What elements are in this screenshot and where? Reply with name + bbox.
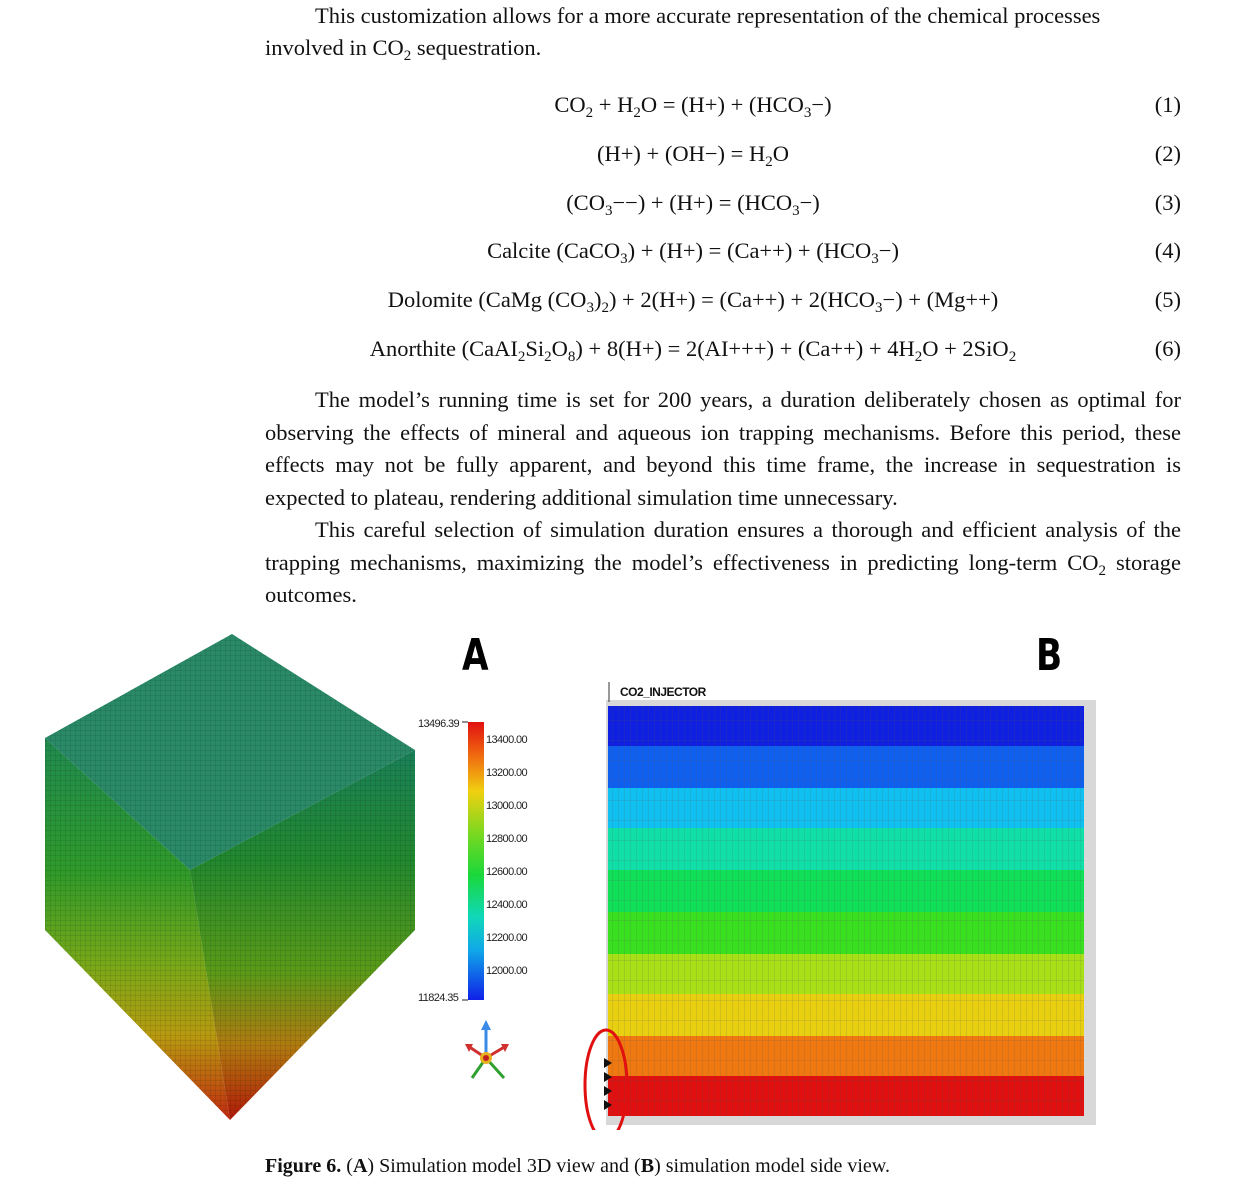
colorbar-tick: 12600.00 (486, 866, 528, 878)
injector-label: CO2_INJECTOR (620, 685, 706, 699)
colorbar-tick: 13400.00 (486, 734, 528, 746)
equation-number: (6) (1154, 336, 1181, 361)
intro-paragraph: This customization allows for a more accurate representation of the chemical processes (315, 3, 1101, 28)
colorbar-tick: 13200.00 (486, 767, 528, 779)
colorbar (460, 720, 490, 1002)
figure-label-a: A (462, 630, 489, 681)
colorbar-tick: 12400.00 (486, 899, 528, 911)
colorbar-tick: 12000.00 (486, 965, 528, 977)
colorbar-tick: 12800.00 (486, 833, 528, 845)
equation-number: (2) (1154, 141, 1181, 166)
colorbar-max: 13496.39 (418, 718, 460, 730)
equation-1: $CO_2 + H_2O = (H+) + (HCO_3-)$ (1) (554, 92, 1181, 121)
equation-number: (1) (1154, 92, 1181, 117)
paragraph-duration: This careful selection of simulation duration ensures a thorough and efficient analysis of the trapping mechanisms, maximizing the model’s effectiveness in predicting long-term $CO_2$ storage outcomes. (265, 517, 1181, 607)
equation-6: Anorthite $(CaAI_2Si_2O_8) + 8(H+) = 2(AI+++) + (Ca++) + 4H_2O + 2SiO_2$ (6) (369, 336, 1181, 365)
cube-3d-view (40, 630, 420, 1125)
paragraph-running-time: The model’s running time is set for 200 years, a duration deliberately chosen as optimal for observing the effects of mineral and aqueous ion trapping mechanisms. Before this period, these effects may not be fully apparent, and beyond this time frame, the increase in sequestration is expected to plateau, rendering additional simulation time unnecessary. (265, 387, 1181, 510)
equation-3: $(CO_3--) + (H+) = (HCO_3-)$ (3) (566, 190, 1181, 219)
figure-caption: Figure 6. (A) Simulation model 3D view and (B) simulation model side view. (265, 1155, 890, 1177)
colorbar-min: 11824.35 (418, 992, 459, 1004)
axis-triad-icon (460, 1018, 516, 1086)
equation-number: (4) (1154, 238, 1181, 263)
equation-number: (3) (1154, 190, 1181, 215)
equation-4: Calcite (CaCO$_3$) + $(H+) = (Ca++) + (HCO_3-)$ (4) (487, 238, 1181, 267)
figure-label-b: B (1036, 630, 1063, 681)
colorbar-tick: 12200.00 (486, 932, 528, 944)
equation-2: $(H+) + (OH-) = H_2O$ (2) (597, 141, 1181, 170)
intro-paragraph-line2: involved in $CO_2$ sequestration. (265, 35, 542, 64)
side-view-model (582, 680, 1102, 1130)
equation-5: Dolomite (CaMg $(CO_3)_2) + 2(H+) = (Ca++) + 2(HCO_3-) + (Mg++)$ (5) (387, 287, 1181, 316)
equation-number: (5) (1154, 287, 1181, 312)
side-view-layers (608, 706, 1084, 1116)
colorbar-tick: 13000.00 (486, 800, 528, 812)
